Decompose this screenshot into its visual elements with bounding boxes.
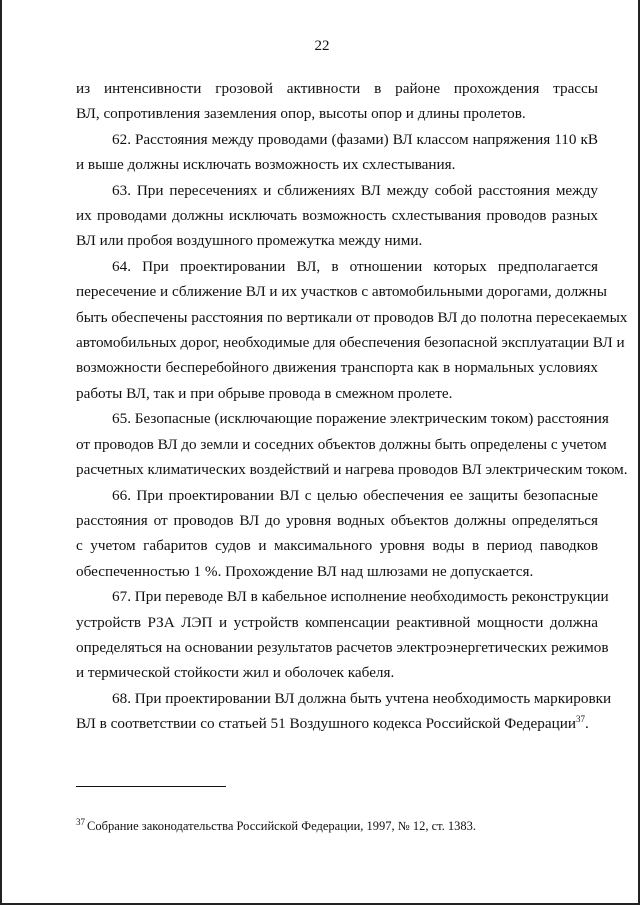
text-line: 67. При переводе ВЛ в кабельное исполнение необходимость реконструкции	[112, 588, 609, 606]
final-line-text: ВЛ в соответствии со статьей 51 Воздушного кодекса Российской Федерации	[76, 715, 576, 733]
text-line: 68. При проектировании ВЛ должна быть учтена необходимость маркировки	[112, 689, 612, 707]
text-line: из интенсивности грозовой активности в районе прохождения трассы	[76, 80, 598, 97]
footnote-mark: 37	[76, 816, 85, 827]
text-line	[76, 711, 598, 736]
footnote	[76, 818, 596, 834]
text-line: и термической стойкости жил и оболочек кабеля.	[76, 664, 395, 682]
text-line: расстояния от проводов ВЛ до уровня водных объектов должны определяться	[76, 511, 598, 529]
text-line: возможности бесперебойного движения транспорта как в нормальных условиях	[76, 359, 598, 377]
text-line: расчетных климатических воздействий и нагрева проводов ВЛ электрическим током.	[76, 461, 628, 479]
text-line: 64. При проектировании ВЛ, в отношении которых предполагается	[112, 257, 598, 275]
text-line: пересечение и сближение ВЛ и их участков с автомобильными дорогами, должны	[76, 283, 607, 301]
page-number: 22	[314, 38, 330, 54]
text-line: ВЛ или пробоя воздушного промежутка между ними.	[76, 232, 423, 250]
text-line: от проводов ВЛ до земли и соседних объектов должны быть определены с учетом	[76, 435, 607, 453]
footnote-divider	[76, 786, 226, 787]
final-line-end: .	[584, 715, 589, 733]
text-line: 62. Расстояния между проводами (фазами) ВЛ классом напряжения 110 кВ	[112, 130, 598, 148]
text-line: обеспеченностью 1 %. Прохождение ВЛ над шлюзами не допускается.	[76, 562, 534, 580]
text-line: с учетом габаритов судов и максимального уровня воды в период паводков	[76, 537, 598, 555]
text-line: и выше должны исключать возможность их схлестывания.	[76, 156, 456, 174]
text-line: работы ВЛ, так и при обрыве провода в смежном пролете.	[76, 384, 453, 402]
text-line: определяться на основании результатов расчетов электроэнергетических режимов	[76, 638, 609, 656]
footnote-reference[interactable]: 37	[575, 714, 585, 725]
text-line: 66. При проектировании ВЛ с целью обеспечения ее защиты безопасные	[112, 486, 598, 504]
text-line: автомобильных дорог, необходимые для обеспечения безопасной эксплуатации ВЛ и	[76, 334, 625, 352]
text-line: 65. Безопасные (исключающие поражение электрическим током) расстояния	[112, 410, 609, 428]
text-line: устройств РЗА ЛЭП и устройств компенсации реактивной мощности должна	[76, 613, 598, 631]
text-line: ВЛ, сопротивления заземления опор, высоты опор и длины пролетов.	[76, 105, 526, 123]
body-text	[76, 76, 628, 737]
text-line: их проводами должны исключать возможность схлестывания проводов разных	[76, 207, 598, 225]
footnote-text: Собрание законодательства Российской Федерации, 1997, № 12, ст. 1383.	[87, 819, 477, 833]
text-line: быть обеспечены расстояния по вертикали от проводов ВЛ до полотна пересекаемых	[76, 308, 628, 326]
text-line: 63. При пересечениях и сближениях ВЛ между собой расстояния между	[112, 181, 598, 199]
